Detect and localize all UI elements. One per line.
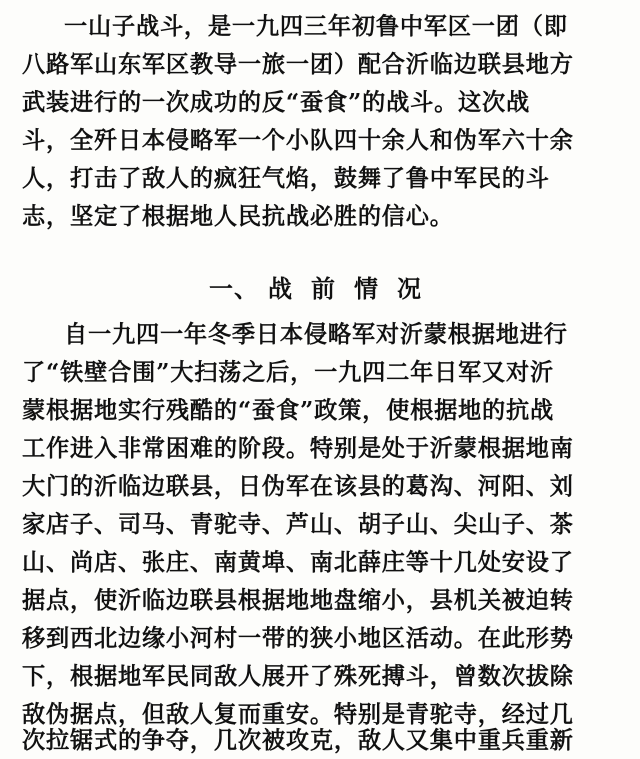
text-line: 八路军山东军区教导一旅一团）配合沂临边联县地方 [22, 51, 574, 78]
text-line: 敌伪据点，但敌人复而重安。特别是青驼寺，经过几 [22, 701, 574, 728]
text-line: 工作进入非常困难的阶段。特别是处于沂蒙根据地南 [22, 435, 574, 462]
text-line: 据点，使沂临边联县根据地地盘缩小，县机关被迫转 [22, 587, 574, 614]
text-line: 人，打击了敌人的疯狂气焰，鼓舞了鲁中军民的斗 [22, 165, 550, 192]
text-line: 山、尚店、张庄、南黄埠、南北薛庄等十几处安设了 [22, 549, 574, 576]
text-line: 了“铁壁合围”大扫荡之后，一九四二年日军又对沂 [22, 359, 555, 386]
text-line: 自一九四一年冬季日本侵略军对沂蒙根据地进行 [64, 321, 568, 348]
section-heading [0, 272, 640, 306]
text-line: 大门的沂临边联县，日伪军在该县的葛沟、河阳、刘 [22, 473, 574, 500]
text-line: 武装进行的一次成功的反“蚕食”的战斗。这次战 [22, 89, 531, 116]
text-line: 家店子、司马、青驼寺、芦山、胡子山、尖山子、茶 [22, 511, 574, 538]
section-number: 一、 [209, 274, 259, 303]
text-line: 蒙根据地实行残酷的“蚕食”政策，使根据地的抗战 [22, 397, 555, 424]
text-line: 斗，全歼日本侵略军一个小队四十余人和伪军六十余 [22, 127, 574, 154]
text-line: 志，坚定了根据地人民抗战必胜的信心。 [22, 203, 454, 230]
text-line: 次拉锯式的争夺，几次被攻克，敌人又集中重兵重新 [22, 727, 574, 754]
text-line: 一山子战斗，是一九四三年初鲁中军区一团（即 [64, 13, 568, 40]
text-line: 移到西北边缘小河村一带的狭小地区活动。在此形势 [22, 625, 574, 652]
text-line: 下，根据地军民同敌人展开了殊死搏斗，曾数次拔除 [22, 663, 574, 690]
heading-word: 情 [354, 274, 379, 303]
heading-word: 战 [268, 274, 293, 303]
heading-word: 前 [311, 274, 336, 303]
heading-word: 况 [397, 274, 422, 303]
